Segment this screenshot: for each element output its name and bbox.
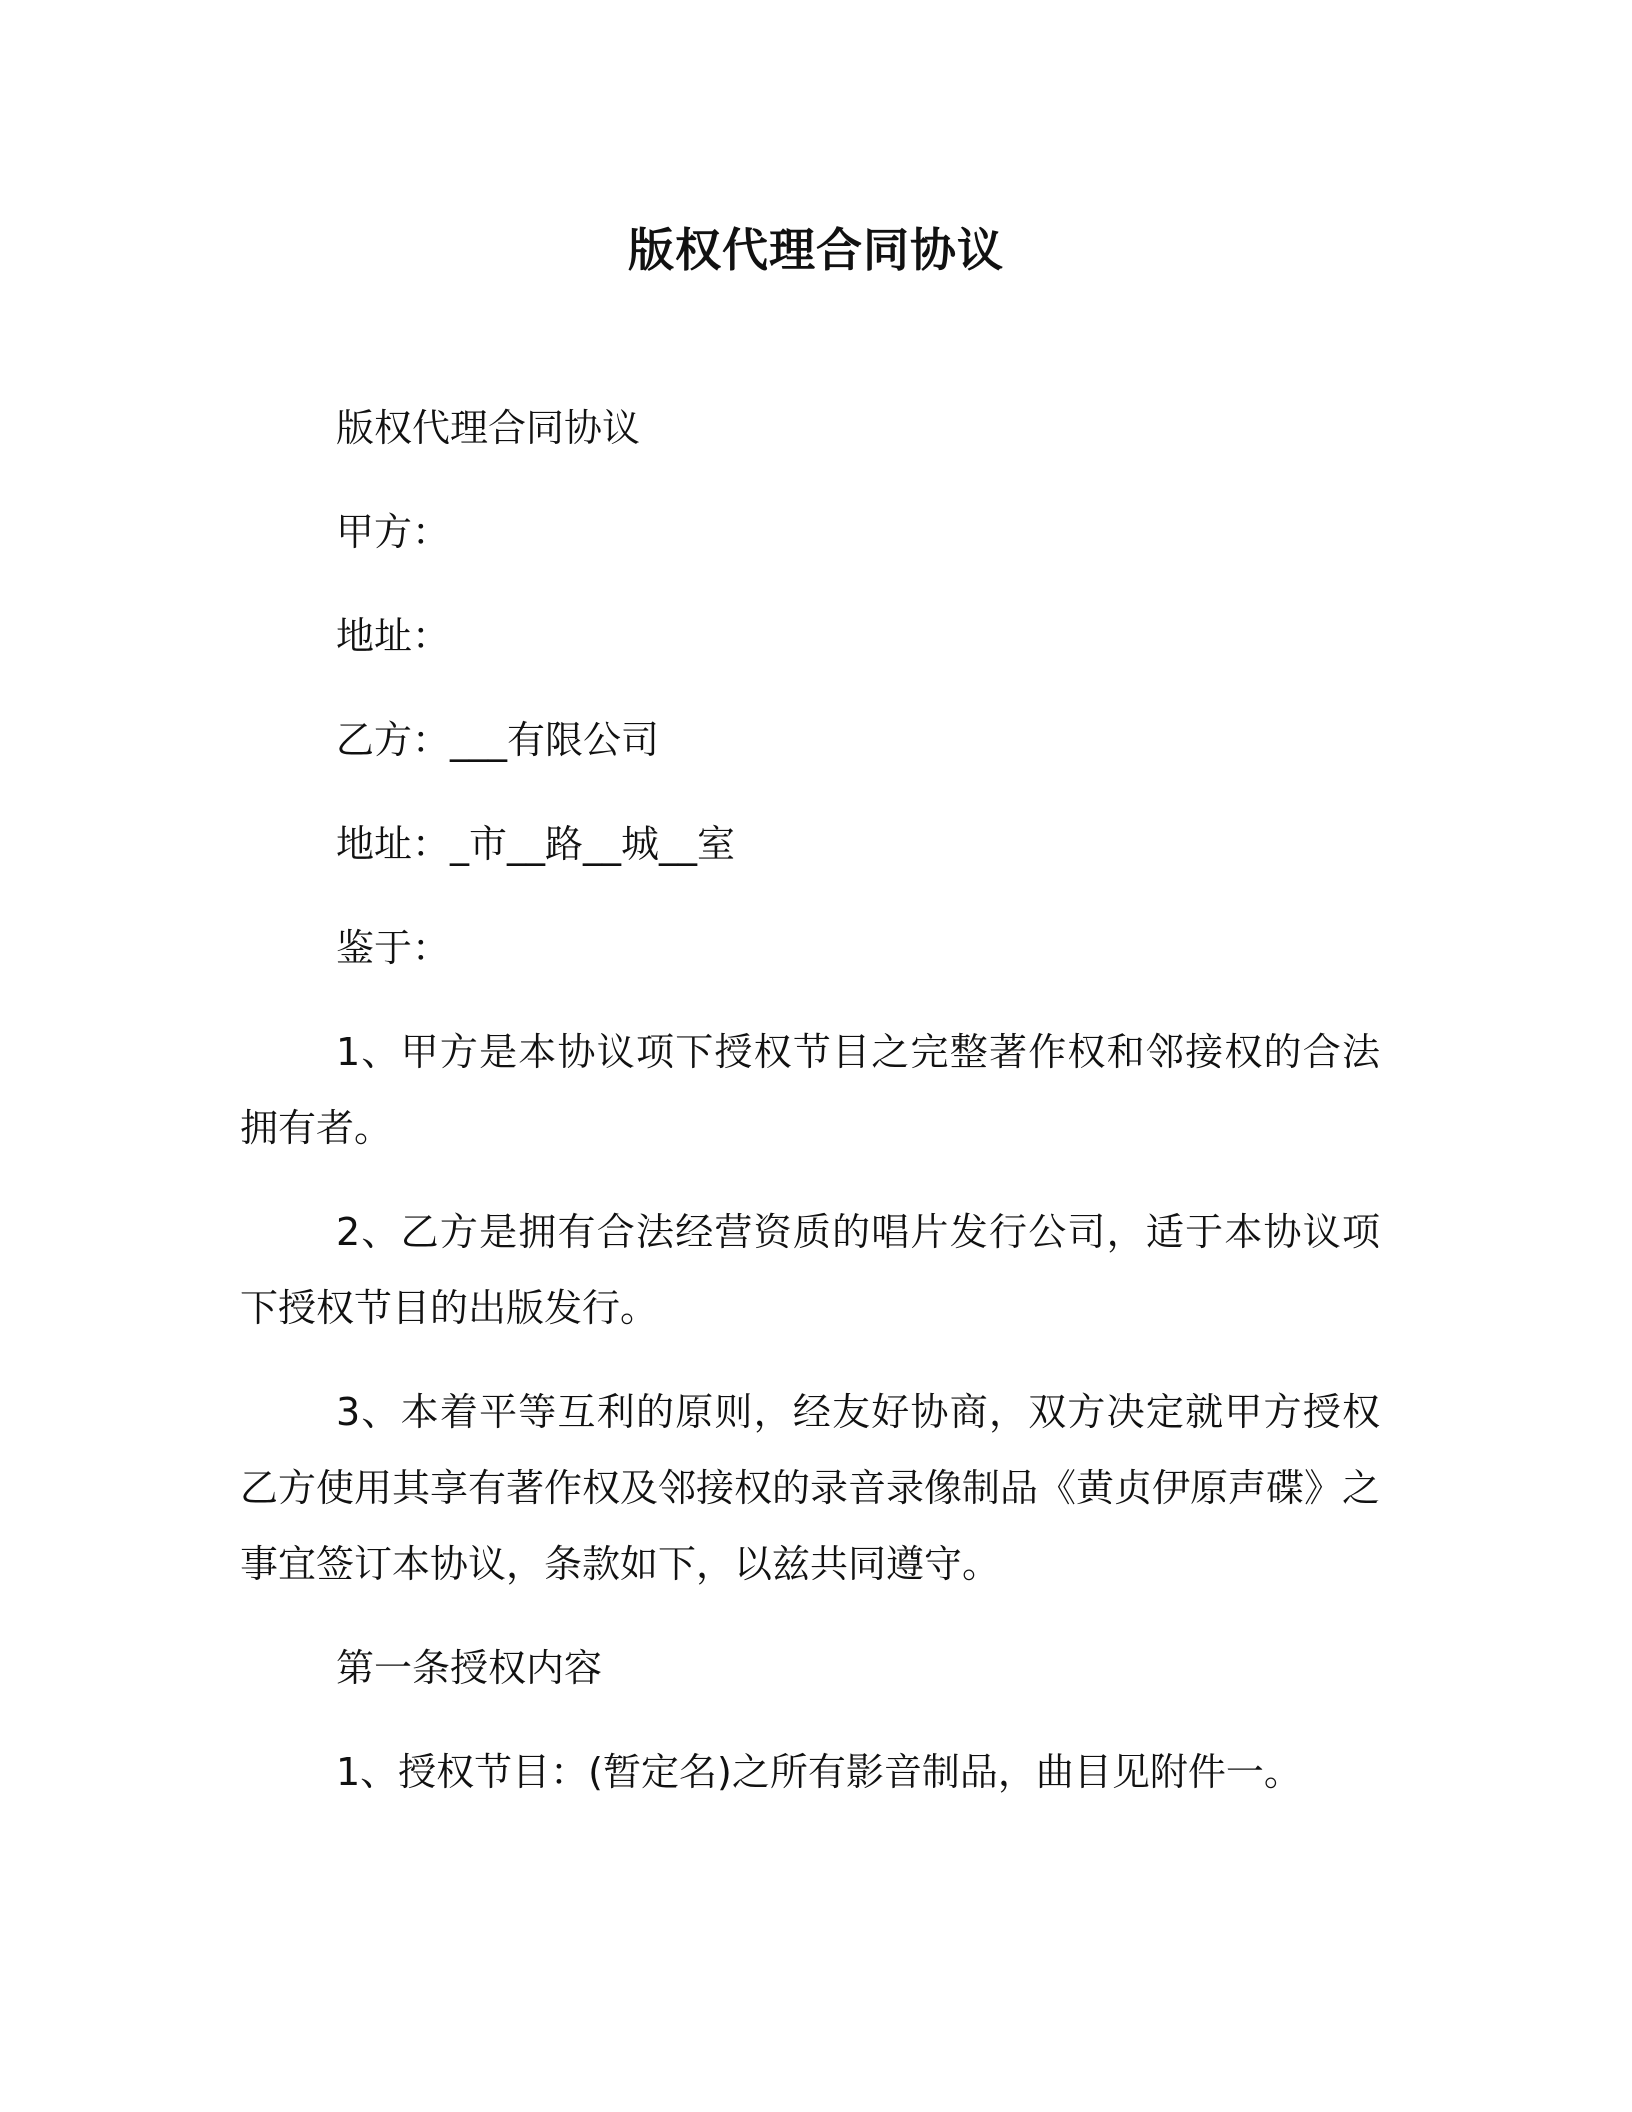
document-body [240,390,1380,1838]
recital-1: 1、甲方是本协议项下授权节目之完整著作权和邻接权的合法拥有者。 [240,1030,1380,1150]
party-a-line: 甲方： [336,510,451,554]
recital-3: 3、本着平等互利的原则，经友好协商，双方决定就甲方授权乙方使用其享有著作权及邻接权的录音录像制品《黄贞伊原声碟》之事宜签订本协议，条款如下，以兹共同遵守。 [240,1390,1381,1586]
paragraph-heading: 版权代理合同协议 [336,406,641,450]
article-1-clause-1: 1、授权节目：(暂定名)之所有影音制品，曲目见附件一。 [336,1750,1302,1794]
whereas-line: 鉴于： [336,926,451,970]
party-b-line: 乙方：___有限公司 [336,718,660,762]
party-b-address-line: 地址：_市__路__城__室 [336,822,736,866]
recital-2: 2、乙方是拥有合法经营资质的唱片发行公司，适于本协议项下授权节目的出版发行。 [240,1210,1380,1330]
party-a-address-line: 地址： [336,614,451,658]
document-title: 版权代理合同协议 [628,223,1004,277]
article-1-heading: 第一条授权内容 [336,1646,603,1690]
